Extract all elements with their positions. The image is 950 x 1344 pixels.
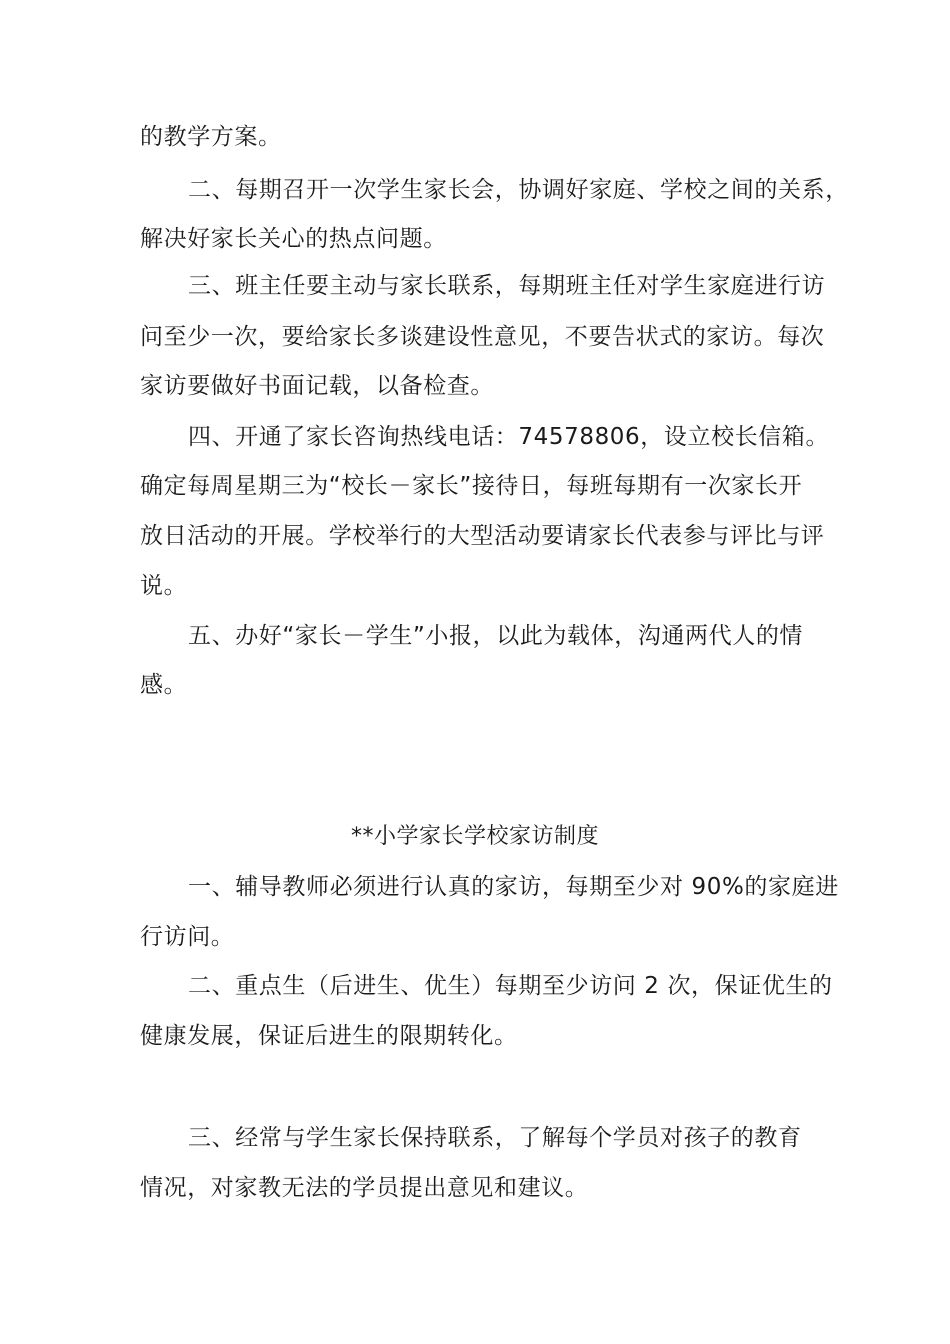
paragraph-line: 五、办好“家长－学生”小报，以此为载体，沟通两代人的情 xyxy=(188,623,804,649)
paragraph-line: 的教学方案。 xyxy=(140,124,282,150)
paragraph-line: 三、经常与学生家长保持联系，了解每个学员对孩子的教育 xyxy=(188,1125,802,1151)
paragraph-line: 三、班主任要主动与家长联系，每期班主任对学生家庭进行访 xyxy=(188,273,826,299)
paragraph-line: 行访问。 xyxy=(140,924,235,950)
paragraph-line: 健康发展，保证后进生的限期转化。 xyxy=(140,1023,518,1049)
paragraph-line: 二、每期召开一次学生家长会，协调好家庭、学校之间的关系， xyxy=(188,177,849,203)
paragraph-line: 四、开通了家长咨询热线电话：74578806，设立校长信箱。 xyxy=(188,424,830,450)
section-title: **小学家长学校家访制度 xyxy=(350,824,599,849)
paragraph-line: 感。 xyxy=(140,672,188,698)
paragraph-line: 确定每周星期三为“校长－家长”接待日，每班每期有一次家长开 xyxy=(140,473,803,499)
paragraph-line: 解决好家长关心的热点问题。 xyxy=(140,226,447,252)
paragraph-line: 一、辅导教师必须进行认真的家访，每期至少对 90%的家庭进 xyxy=(188,874,839,900)
paragraph-line: 二、重点生（后进生、优生）每期至少访问 2 次，保证优生的 xyxy=(188,973,833,999)
paragraph-line: 家访要做好书面记载，以备检查。 xyxy=(140,373,494,399)
paragraph-line: 放日活动的开展。学校举行的大型活动要请家长代表参与评比与评 xyxy=(140,523,825,549)
paragraph-line: 问至少一次，要给家长多谈建设性意见，不要告状式的家访。每次 xyxy=(140,324,825,350)
paragraph-line: 情况，对家教无法的学员提出意见和建议。 xyxy=(140,1175,589,1201)
paragraph-line: 说。 xyxy=(140,573,188,599)
